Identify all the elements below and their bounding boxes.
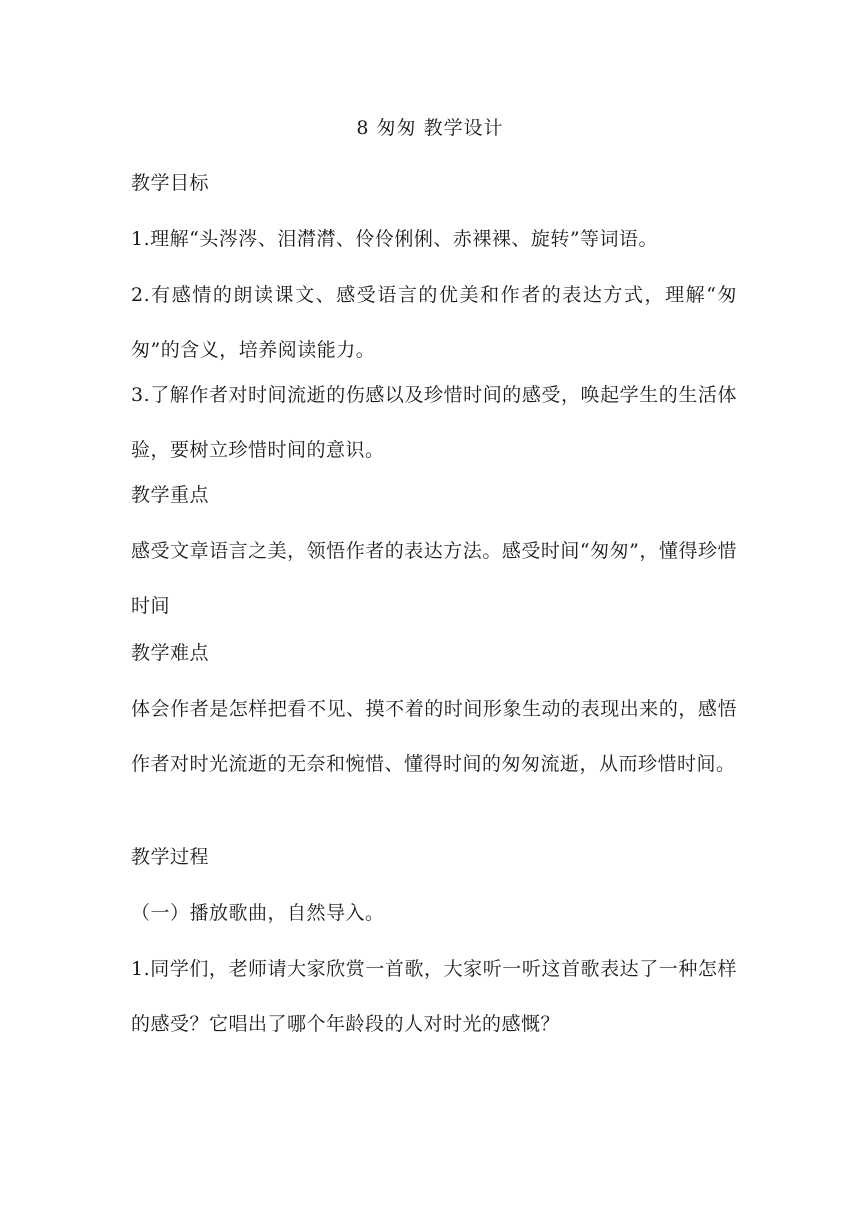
process-step-heading: （一）播放歌曲，自然导入。 xyxy=(131,902,385,924)
objective-paragraph-2: 2.有感情的朗读课文、感受语言的优美和作者的表达方式，理解“匆匆”的含义，培养阅读能力。 xyxy=(131,284,737,361)
process-paragraph-1: 1.同学们，老师请大家欣赏一首歌，大家听一听这首歌表达了一种怎样的感受？它唱出了哪个年龄段的人对时光的感慨？ xyxy=(131,958,737,1035)
objective-paragraph-1: 1.理解“头涔涔、泪潸潸、伶伶俐俐、赤裸裸、旋转”等词语。 xyxy=(131,228,659,250)
section-heading-process: 教学过程 xyxy=(131,846,210,868)
document-title: 8 匆匆 教学设计 xyxy=(356,117,504,139)
section-heading-key-points: 教学重点 xyxy=(131,484,210,506)
key-points-paragraph: 感受文章语言之美，领悟作者的表达方法。感受时间“匆匆”，懂得珍惜时间 xyxy=(131,540,737,617)
difficulties-paragraph: 体会作者是怎样把看不见、摸不着的时间形象生动的表现出来的，感悟作者对时光流逝的无奈和惋惜、懂得时间的匆匆流逝，从而珍惜时间。 xyxy=(131,698,737,775)
objective-paragraph-3: 3.了解作者对时间流逝的伤感以及珍惜时间的感受，唤起学生的生活体验，要树立珍惜时间的意识。 xyxy=(131,384,737,461)
section-heading-objectives: 教学目标 xyxy=(131,172,210,194)
section-heading-difficulties: 教学难点 xyxy=(131,642,210,664)
